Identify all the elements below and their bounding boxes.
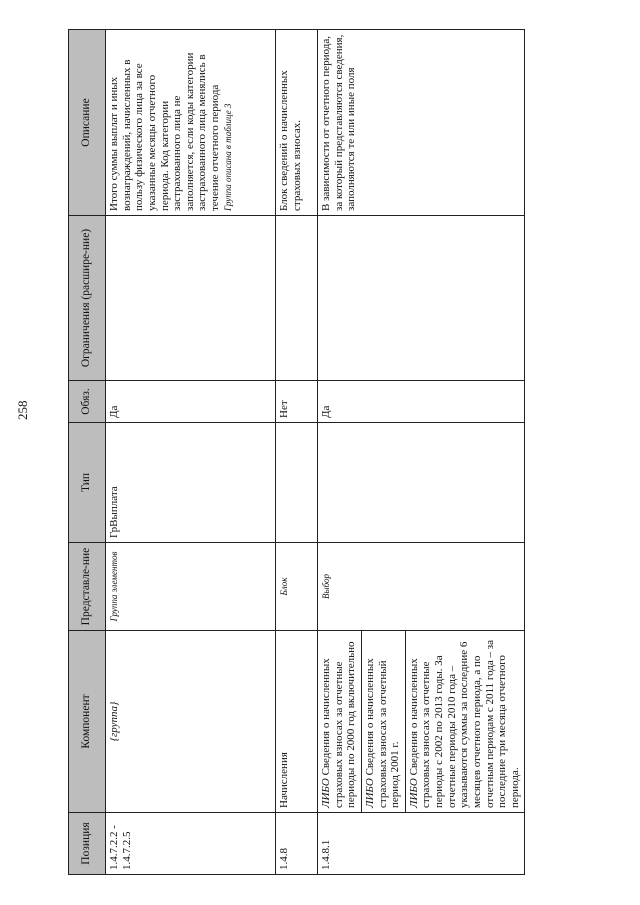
header-representation: Представле-ние (69, 543, 106, 631)
choice-text: Сведения о начисленных страховых взносах за отчетные периоды по 2000 год включительно (320, 641, 358, 808)
cell-position: 1.4.8.1 (318, 813, 525, 875)
representation-label: Выбор (321, 574, 331, 600)
cell-constraints (276, 216, 318, 381)
cell-description: В зависимости от отчетного периода, за который представляются сведения, заполняются те или иные поля (318, 30, 525, 216)
header-description: Описание (69, 30, 106, 216)
cell-component (318, 631, 525, 813)
header-required: Обяз. (69, 381, 106, 423)
cell-type (276, 423, 318, 543)
header-type: Тип (69, 423, 106, 543)
cell-required: Да (106, 381, 276, 423)
cell-position: 1.4.8 (276, 813, 318, 875)
cell-representation (276, 543, 318, 631)
cell-constraints (318, 216, 525, 381)
cell-position: 1.4.7.2.2 - 1.4.7.2.5 (106, 813, 276, 875)
choice-text: Сведения о начисленных страховых взносах за отчетный период 2001 г. (363, 658, 402, 808)
cell-representation (106, 543, 276, 631)
choice-prefix: ЛИБО (363, 778, 376, 808)
header-position: Позиция (69, 813, 106, 875)
cell-required: Да (318, 381, 525, 423)
cell-required: Нет (276, 381, 318, 423)
description-note: Группа описана в таблице 3 (222, 103, 233, 211)
choice-text: Сведения о начисленных страховых взносах за отчетные периоды с 2002 по 2013 годы. За отчетные периоды 2010 года – указываются суммы за последние 6 месяцев отчетного периода, а по отчетным периодам с 2011 года – за последние три месяца отчетного периода. (407, 639, 521, 808)
cell-type (318, 423, 525, 543)
table-row (318, 30, 525, 875)
cell-description: Блок сведений о начисленных страховых взносах. (276, 30, 318, 216)
page-number: 258 (15, 400, 30, 420)
header-component: Компонент (69, 631, 106, 813)
cell-constraints (106, 216, 276, 381)
cell-description (106, 30, 276, 216)
representation-label: Блок (279, 577, 289, 596)
choice-prefix: ЛИБО (320, 778, 332, 808)
table-row (276, 30, 318, 875)
choice-option (361, 631, 402, 812)
choice-prefix: ЛИБО (407, 778, 420, 808)
cell-type: ГрВыплата (106, 423, 276, 543)
component-group-label: {группа} (108, 701, 120, 742)
description-text: Итого суммы выплат и иных вознаграждений, начисленных в пользу физического лица за все указанные месяцы отчетного периода. Код категории застрахованного лица не заполняется, если коды категории застрахованного лица менялись в течение отчетного периода (108, 52, 222, 211)
cell-representation (318, 543, 525, 631)
schema-table (68, 29, 525, 875)
cell-component (106, 631, 276, 813)
choice-option (320, 631, 358, 812)
rotated-table-container (68, 30, 568, 875)
cell-component: Начисления (276, 631, 318, 813)
header-constraints: Ограничения (расшире-ние) (69, 216, 106, 381)
representation-label: Группа элементов (109, 551, 119, 622)
header-row (69, 30, 106, 875)
table-row (106, 30, 276, 875)
choice-option (405, 631, 522, 812)
